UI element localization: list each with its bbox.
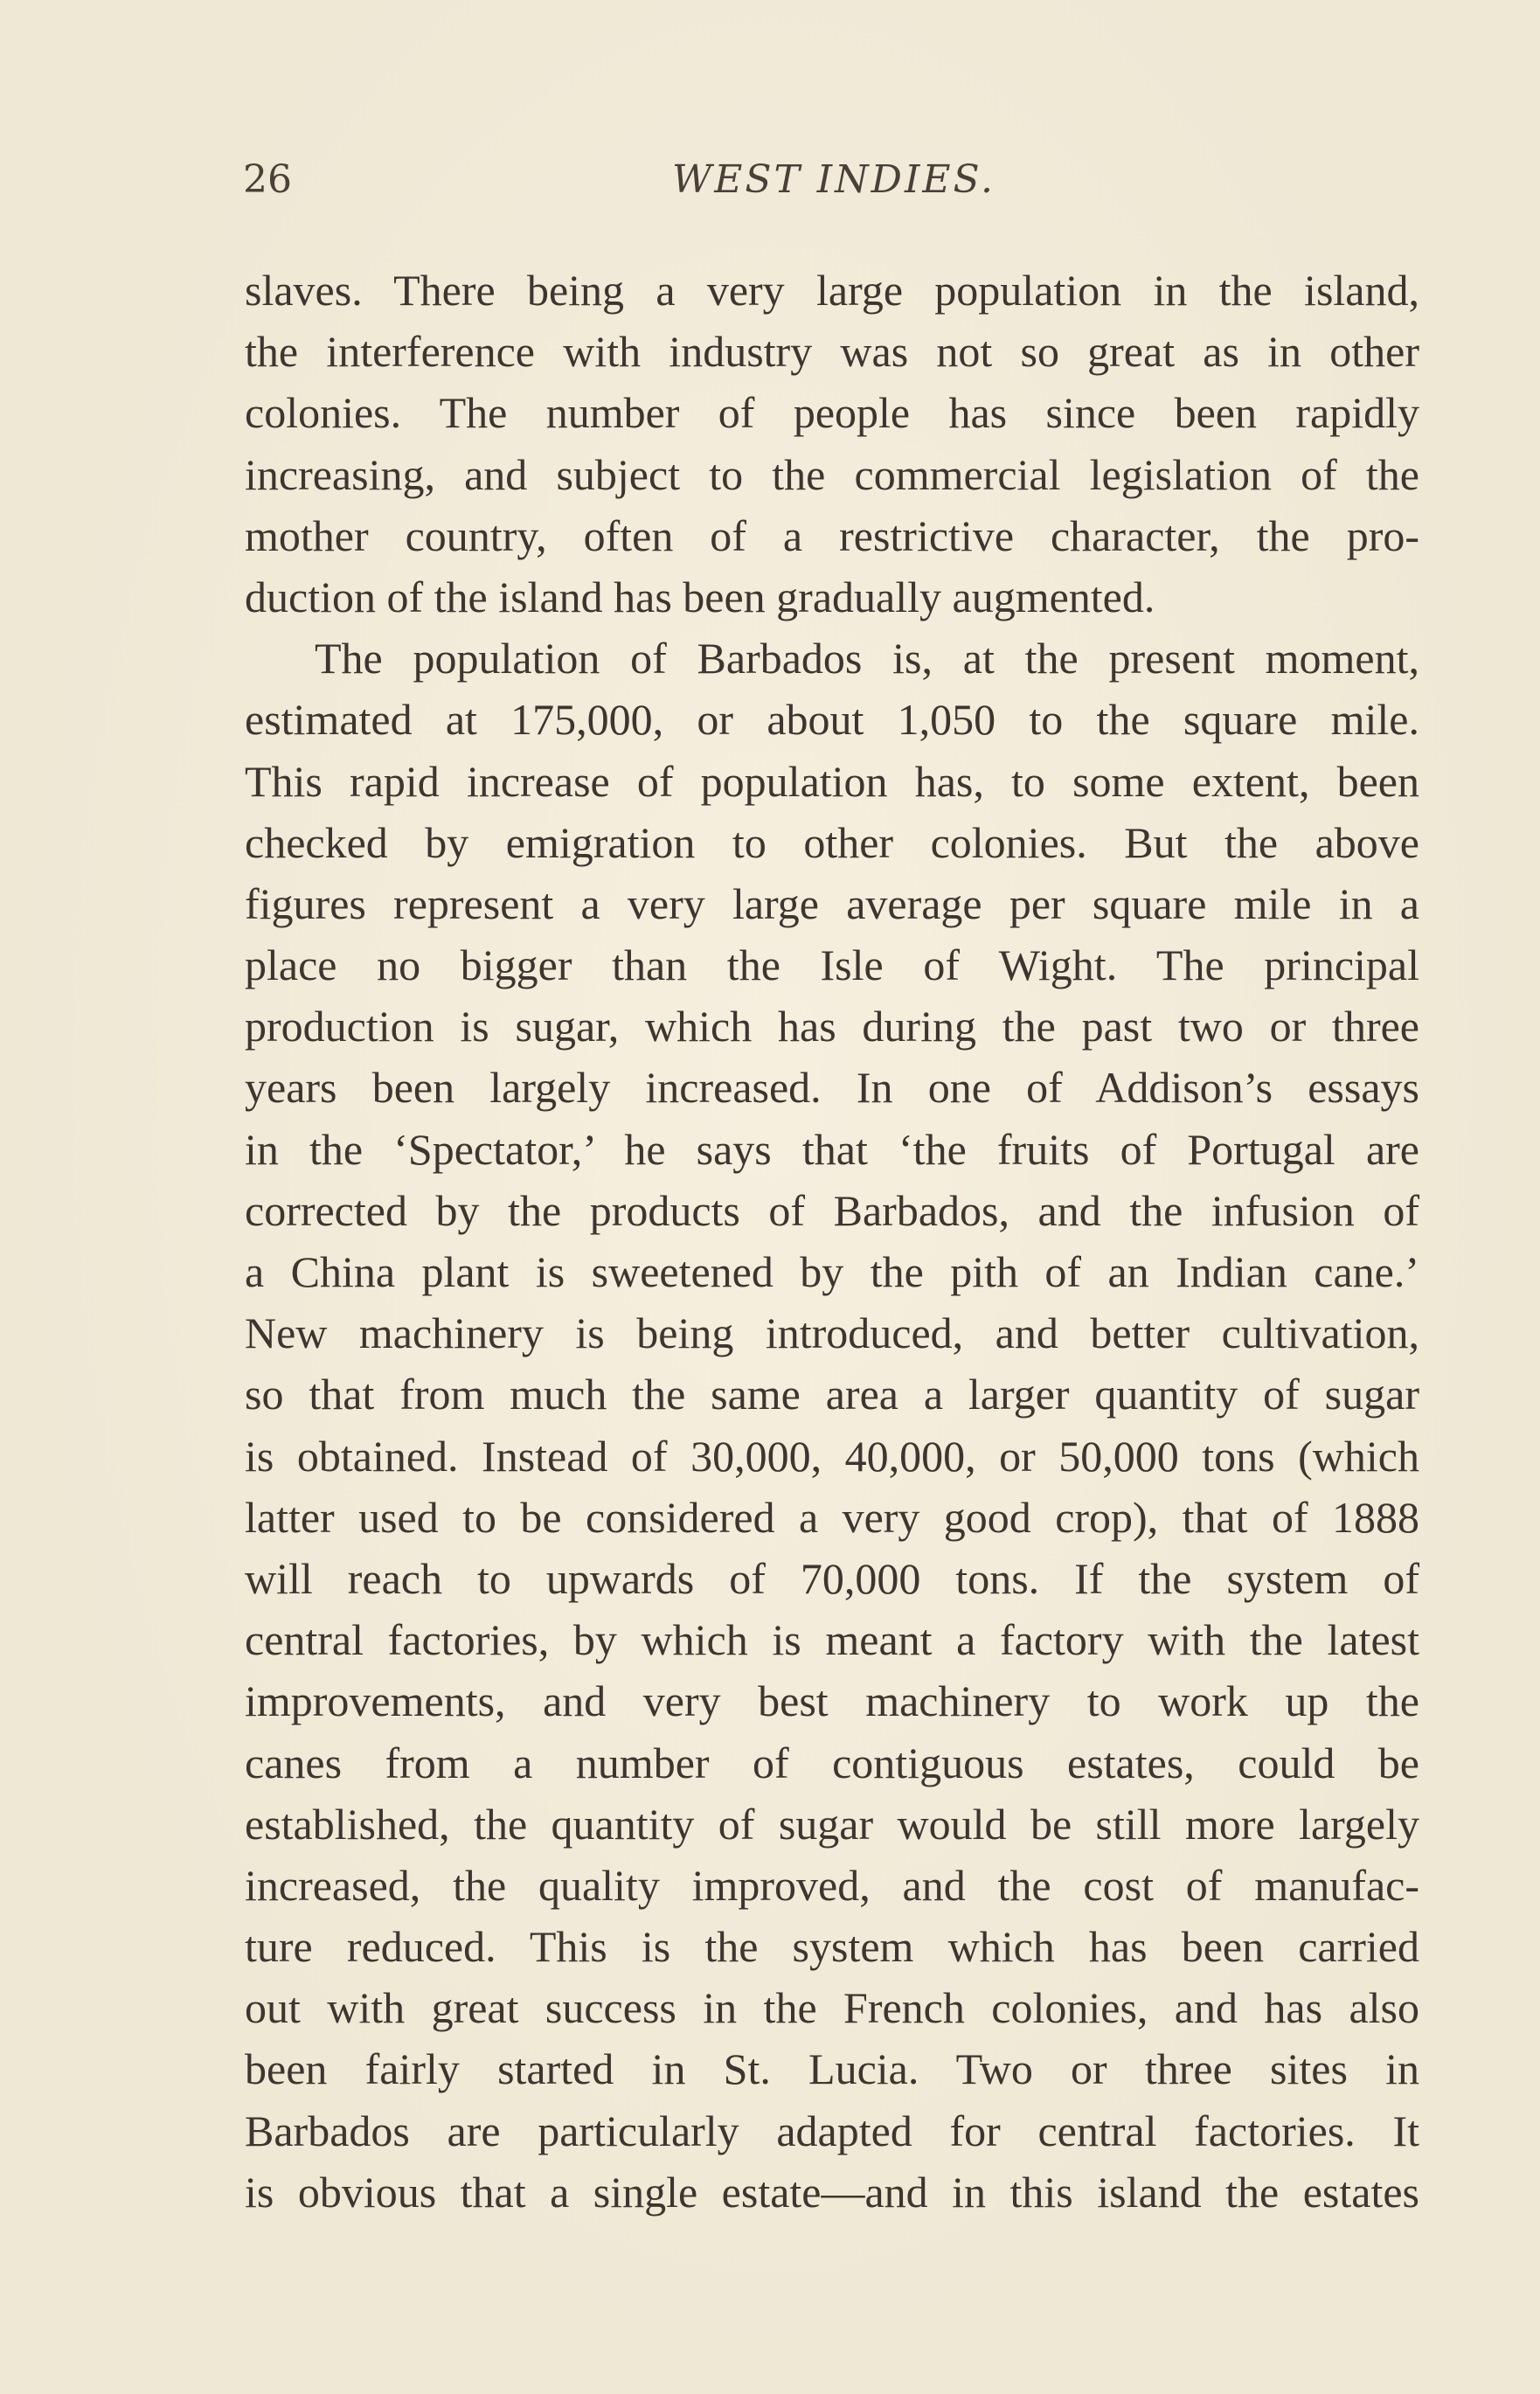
text-line: colonies. The number of people has since been rapidly [245, 388, 1419, 438]
text-line: corrected by the products of Barbados, and the infusion of [245, 1185, 1419, 1235]
text-line: is obvious that a single estate—and in this island the estates [245, 2167, 1419, 2217]
body-text [245, 260, 1419, 2223]
text-line: This rapid increase of population has, to some extent, been [245, 756, 1419, 806]
text-line: canes from a number of contiguous estates, could be [245, 1738, 1419, 1787]
text-line: established, the quantity of sugar would be still more largely [245, 1799, 1419, 1849]
text-line: a China plant is sweetened by the pith of an Indian cane.’ [245, 1247, 1419, 1296]
text-line: out with great success in the French colonies, and has also [245, 1983, 1419, 2033]
text-line: checked by emigration to other colonies. But the above [245, 817, 1419, 867]
text-line: increased, the quality improved, and the cost of manufac- [245, 1860, 1419, 1910]
text-line: mother country, often of a restrictive character, the pro- [245, 510, 1419, 560]
text-line: estimated at 175,000, or about 1,050 to the square mile. [245, 695, 1419, 745]
text-line: Barbados are particularly adapted for central factories. It [245, 2106, 1419, 2155]
text-line: years been largely increased. In one of Addison’s essays [245, 1063, 1419, 1113]
text-line: ture reduced. This is the system which has been carried [245, 1922, 1419, 1972]
text-line: is obtained. Instead of 30,000, 40,000, or 50,000 tons (which [245, 1431, 1419, 1481]
text-line: slaves. There being a very large population in the island, [245, 266, 1419, 315]
text-line: production is sugar, which has during the past two or three [245, 1002, 1419, 1051]
running-title: WEST INDIES. [671, 157, 996, 202]
text-line: latter used to be considered a very good crop), that of 1888 [245, 1492, 1419, 1542]
text-line: duction of the island has been gradually augmented. [245, 572, 1155, 621]
text-line: place no bigger than the Isle of Wight. The principal [245, 940, 1419, 990]
text-line: will reach to upwards of 70,000 tons. If the system of [245, 1553, 1419, 1603]
text-line: figures represent a very large average per square mile in a [245, 878, 1419, 928]
text-line: improvements, and very best machinery to work up the [245, 1676, 1419, 1726]
text-line: the interference with industry was not so great as in other [245, 327, 1419, 377]
text-line: been fairly started in St. Lucia. Two or three sites in [245, 2044, 1419, 2094]
text-line: increasing, and subject to the commercial legislation of the [245, 449, 1419, 499]
text-line: so that from much the same area a larger quantity of sugar [245, 1370, 1419, 1419]
text-line: The population of Barbados is, at the present moment, [315, 634, 1419, 684]
text-line: New machinery is being introduced, and better cultivation, [245, 1308, 1419, 1358]
text-line: in the ‘Spectator,’ he says that ‘the fruits of Portugal are [245, 1124, 1419, 1174]
page-header [243, 154, 1425, 206]
text-line: central factories, by which is meant a factory with the latest [245, 1615, 1419, 1665]
page-number: 26 [243, 157, 292, 202]
